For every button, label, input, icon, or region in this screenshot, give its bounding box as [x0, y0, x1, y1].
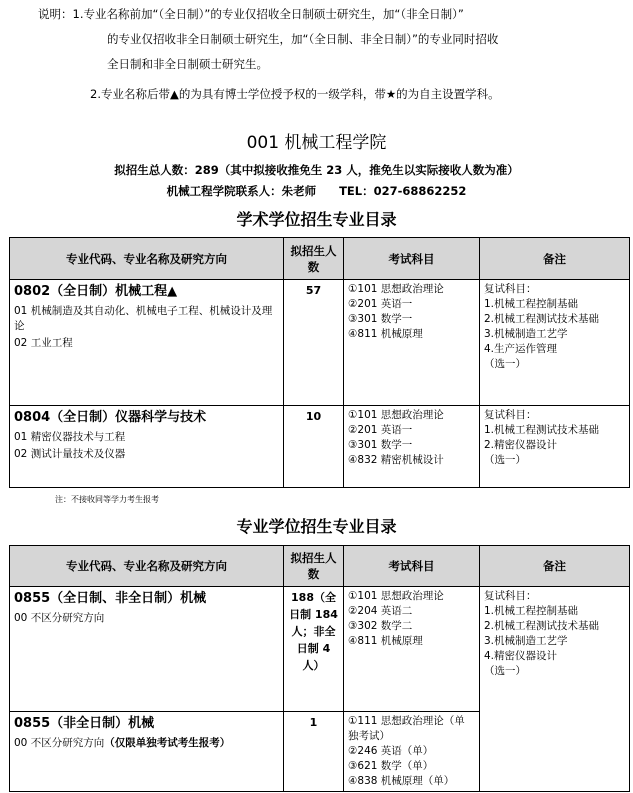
direction [14, 736, 279, 751]
subjects-cell [344, 406, 480, 488]
header-program: 专业代码、专业名称及研究方向 [10, 238, 284, 280]
header-quota: 拟招生人数 [284, 238, 344, 280]
academic-title: 学术学位招生专业目录 [236, 210, 397, 229]
table-row [10, 587, 630, 712]
college-quota: 拟招生总人数：289（其中拟接收推免生 23 人，推免生以实际接收人数为准） [114, 163, 519, 177]
note-line-2: 的专业仅招收非全日制硕士研究生，加“（全日制、非全日制）”的专业同时招收 [107, 32, 499, 46]
professional-title: 专业学位招生专业目录 [236, 517, 397, 536]
subjects-cell [344, 712, 480, 792]
subject: ①111 思想政治理论（单独考试） [348, 715, 465, 742]
table-row [10, 280, 630, 406]
subject: ②201 英语一 [348, 298, 413, 310]
subject: ①101 思想政治理论 [348, 409, 444, 421]
remark: 4.生产运作管理 [484, 343, 558, 355]
subject: ②246 英语（单） [348, 745, 434, 757]
subject: ②201 英语一 [348, 424, 413, 436]
remarks-cell [480, 280, 630, 406]
remark: 3.机械制造工艺学 [484, 328, 568, 340]
professional-table [9, 545, 630, 792]
subjects-cell [344, 587, 480, 712]
direction-label: 00 不区分研究方向 [14, 737, 105, 749]
program-name: 0855（非全日制）机械 [14, 716, 155, 731]
program-name: 0855（全日制、非全日制）机械 [14, 591, 207, 606]
remark: （选一） [484, 454, 526, 466]
header-subjects: 考试科目 [344, 238, 480, 280]
note-line-4: 2.专业名称后带▲的为具有博士学位授予权的一级学科，带★的为自主设置学科。 [90, 87, 500, 101]
note-line-3: 全日制和非全日制硕士研究生。 [107, 57, 268, 71]
remark: 2.机械工程测试技术基础 [484, 620, 600, 632]
subject: ③621 数学（单） [348, 760, 434, 772]
remark: 1.机械工程控制基础 [484, 298, 579, 310]
college-title: 001 机械工程学院 [246, 133, 387, 153]
header-remarks: 备注 [480, 238, 630, 280]
remark: （选一） [484, 358, 526, 370]
program-name: 0804（全日制）仪器科学与技术 [14, 410, 207, 425]
program-cell [10, 406, 284, 488]
remark: （选一） [484, 665, 526, 677]
remark: 复试科目： [484, 590, 537, 602]
program-cell [10, 712, 284, 792]
table-header-row [10, 238, 630, 280]
remark: 2.精密仪器设计 [484, 439, 558, 451]
remark: 复试科目： [484, 409, 537, 421]
table-header-row [10, 546, 630, 587]
notes-section [38, 2, 618, 107]
subject: ④832 精密机械设计 [348, 454, 444, 466]
program-name: 0802（全日制）机械工程▲ [14, 284, 178, 299]
remark: 复试科目： [484, 283, 537, 295]
header-program: 专业代码、专业名称及研究方向 [10, 546, 284, 587]
header-remarks: 备注 [480, 546, 630, 587]
college-contact: 机械工程学院联系人：朱老师 TEL：027-68862252 [166, 184, 467, 198]
program-cell [10, 280, 284, 406]
direction-note: （仅限单独考试考生报考） [104, 737, 231, 749]
direction: 00 不区分研究方向 [14, 612, 105, 624]
subject: ④838 机械原理（单） [348, 775, 455, 787]
subject: ③302 数学二 [348, 620, 413, 632]
subject: ④811 机械原理 [348, 635, 423, 647]
remark: 2.机械工程测试技术基础 [484, 313, 600, 325]
subject: ①101 思想政治理论 [348, 590, 444, 602]
direction: 02 工业工程 [14, 337, 73, 349]
remark: 4.精密仪器设计 [484, 650, 558, 662]
program-cell [10, 587, 284, 712]
quota-cell: 10 [284, 406, 344, 488]
quota-cell: 57 [284, 280, 344, 406]
table-row [10, 406, 630, 488]
subjects-cell [344, 280, 480, 406]
remarks-cell [480, 587, 630, 792]
note-line-1: 说明：1.专业名称前加“（全日制）”的专业仅招收全日制硕士研究生，加“（非全日制）” [38, 7, 464, 21]
remarks-cell [480, 406, 630, 488]
direction: 01 机械制造及其自动化、机械电子工程、机械设计及理论 [14, 305, 273, 332]
subject: ①101 思想政治理论 [348, 283, 444, 295]
direction: 02 测试计量技术及仪器 [14, 448, 126, 460]
remark: 1.机械工程测试技术基础 [484, 424, 600, 436]
subject: ②204 英语二 [348, 605, 413, 617]
header-subjects: 考试科目 [344, 546, 480, 587]
academic-table [9, 237, 630, 488]
remark: 3.机械制造工艺学 [484, 635, 568, 647]
quota-cell: 1 [284, 712, 344, 792]
footnote: 注：不接收同等学力考生报考 [55, 495, 159, 504]
subject: ③301 数学一 [348, 439, 413, 451]
subject: ④811 机械原理 [348, 328, 423, 340]
quota-cell: 188（全日制 184 人；非全日制 4 人） [284, 587, 344, 712]
subject: ③301 数学一 [348, 313, 413, 325]
header-quota: 拟招生人数 [284, 546, 344, 587]
direction: 01 精密仪器技术与工程 [14, 431, 126, 443]
remark: 1.机械工程控制基础 [484, 605, 579, 617]
